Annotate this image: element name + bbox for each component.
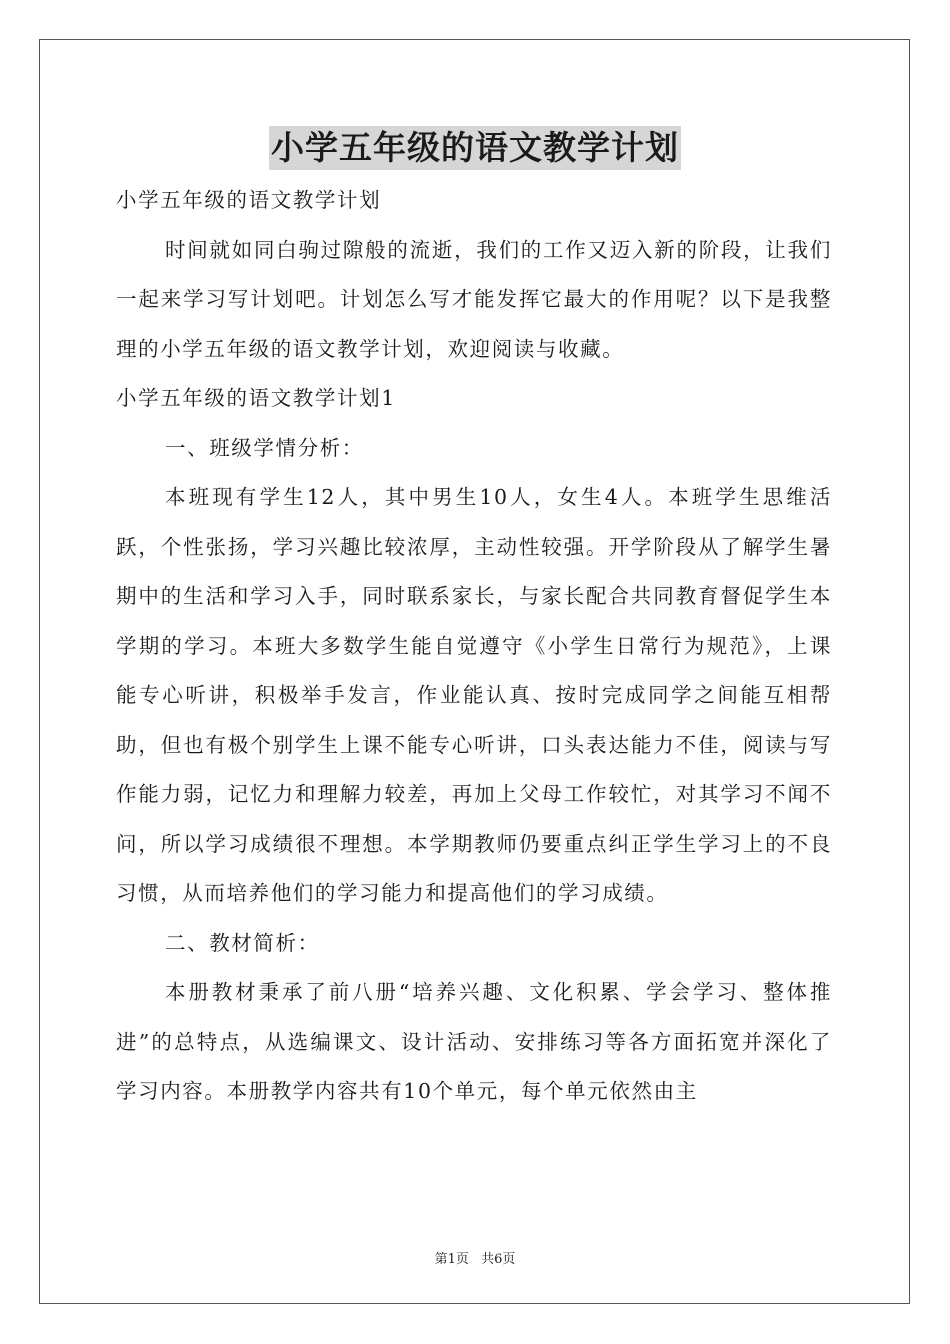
document-subtitle: 小学五年级的语文教学计划 — [116, 188, 382, 212]
class-analysis-paragraph: 本班现有学生12人，其中男生10人，女生4人。本班学生思维活跃，个性张扬，学习兴趣比较浓厚，主动性较强。开学阶段从了解学生暑期中的生活和学习入手，同时联系家长，与家长配合共同教育督促学生本学期的学习。本班大多数学生能自觉遵守《小学生日常行为规范》，上课能专心听讲，积极举手发言，作业能认真、按时完成同学之间能互相帮助，但也有极个别学生上课不能专心听讲，口头表达能力不佳，阅读与写作能力弱，记忆力和理解力较差，再加上父母工作较忙，对其学习不闻不问，所以学习成绩很不理想。本学期教师仍要重点纠正学生学习上的不良习惯，从而培养他们的学习能力和提高他们的学习成绩。 — [116, 485, 832, 905]
document-title: 小学五年级的语文教学计划 — [269, 126, 681, 170]
heading-class-analysis: 一、班级学情分析： — [165, 435, 364, 460]
document-body — [116, 176, 832, 1117]
page-footer — [0, 1248, 950, 1267]
textbook-analysis-paragraph: 本册教材秉承了前八册“培养兴趣、文化积累、学会学习、整体推进”的总特点，从选编课文、设计活动、安排练习等各方面拓宽并深化了学习内容。本册教学内容共有10个单元，每个单元依然由主 — [116, 980, 832, 1103]
section-title: 小学五年级的语文教学计划1 — [116, 386, 396, 410]
intro-paragraph: 时间就如同白驹过隙般的流逝，我们的工作又迈入新的阶段，让我们一起来学习写计划吧。计划怎么写才能发挥它最大的作用呢？以下是我整理的小学五年级的语文教学计划，欢迎阅读与收藏。 — [116, 237, 832, 361]
title-container — [0, 126, 950, 170]
page-number: 第1页 — [434, 1252, 469, 1267]
heading-textbook-analysis: 二、教材简析： — [165, 930, 320, 955]
page-total: 共6页 — [481, 1252, 516, 1267]
